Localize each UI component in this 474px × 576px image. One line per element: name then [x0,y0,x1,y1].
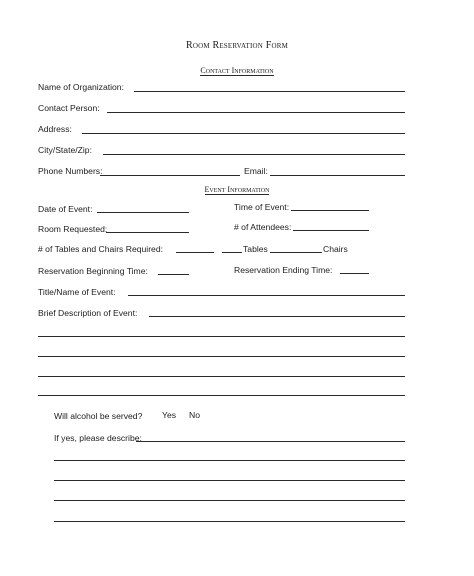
attendees-label: # of Attendees: [234,222,292,232]
room-label: Room Requested: [38,224,108,234]
tables-chairs-label: # of Tables and Chairs Required: [38,244,164,254]
description-label: Brief Description of Event: [38,308,138,318]
res-end-field[interactable] [340,273,369,274]
description-line-5[interactable] [38,395,405,396]
chairs-label: Chairs [323,244,348,254]
organization-label: Name of Organization: [38,82,124,92]
date-label: Date of Event: [38,204,93,214]
alcohol-yes-option[interactable]: Yes [162,410,177,420]
description-field[interactable] [149,316,405,317]
res-begin-field[interactable] [158,274,189,275]
address-field[interactable] [82,133,405,134]
description-line-2[interactable] [38,336,405,337]
description-line-4[interactable] [38,376,405,377]
attendees-field[interactable] [293,230,369,231]
date-field[interactable] [97,212,189,213]
res-begin-label: Reservation Beginning Time: [38,266,148,276]
alcohol-label: Will alcohol be served? [54,411,143,421]
describe-line-4[interactable] [54,500,405,501]
event-name-label: Title/Name of Event: [38,287,116,297]
address-label: Address: [38,124,72,134]
event-name-field[interactable] [128,295,405,296]
describe-field[interactable] [136,441,405,442]
city-state-zip-label: City/State/Zip: [38,145,92,155]
res-end-label: Reservation Ending Time: [234,265,333,275]
describe-line-2[interactable] [54,460,405,461]
section-heading-contact [0,66,474,75]
description-line-3[interactable] [38,356,405,357]
room-field[interactable] [106,232,189,233]
section-heading-contact-label: Contact Information [200,66,274,75]
section-heading-event [0,185,474,194]
contact-person-field[interactable] [107,112,405,113]
tables-label: Tables [243,244,268,254]
section-heading-event-label: Event Information [204,185,270,194]
contact-person-label: Contact Person: [38,103,100,113]
time-label: Time of Event: [234,202,290,212]
form-title: Room Reservation Form [185,40,289,51]
email-label: Email: [244,166,268,176]
describe-line-3[interactable] [54,480,405,481]
city-state-zip-field[interactable] [103,154,405,155]
phone-field[interactable] [100,175,240,176]
chairs-count-field[interactable] [270,252,322,253]
describe-line-5[interactable] [54,521,405,522]
time-field[interactable] [291,210,369,211]
phone-label: Phone Numbers: [38,166,103,176]
email-field[interactable] [270,175,405,176]
describe-label: If yes, please describe: [54,433,142,443]
tables-count-field-2[interactable] [222,252,242,253]
organization-field[interactable] [134,91,405,92]
tables-count-field[interactable] [176,252,214,253]
alcohol-no-option[interactable]: No [189,410,200,420]
